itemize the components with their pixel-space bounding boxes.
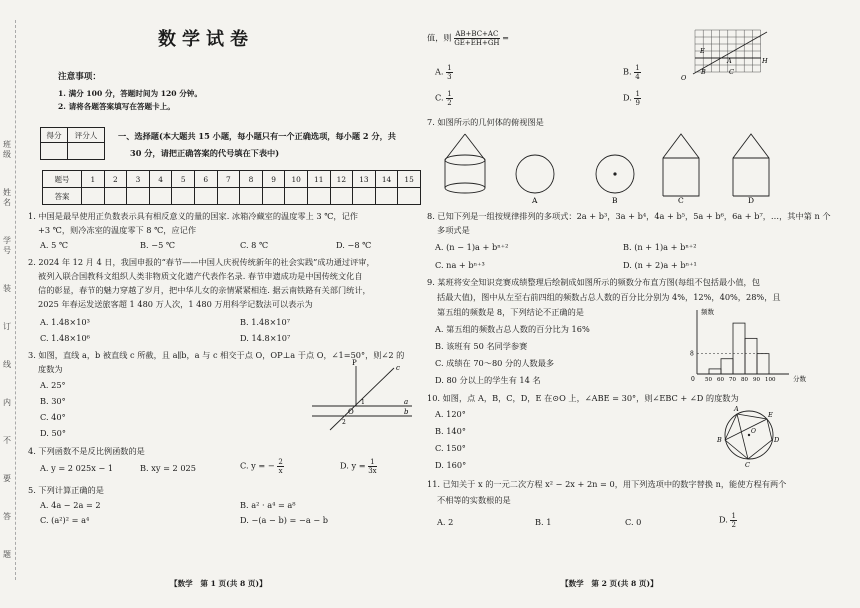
q4-option-d: D. y = $\frac{1}{3x}$ [340,458,377,475]
q6-label-e: E [700,47,705,55]
q6-label-o: O [681,74,687,82]
binding-char: 答 [3,512,11,521]
histogram-x-tick: 70 [729,377,736,383]
answer-number-cell: 4 [149,171,172,188]
score-box [40,127,105,160]
q6-label-h: H [762,57,768,65]
answer-table-number-label: 题号 [43,171,82,188]
q2-option-d: D. 14.8×10⁷ [240,333,291,343]
answer-number-cell: 7 [217,171,240,188]
q3-label-a: a [404,398,409,406]
note-2: 2. 请将各题答案填写在答题卡上。 [58,102,175,111]
q3-label-o: O [348,408,354,416]
q1-option-b: B. −5 ℃ [140,240,176,250]
answer-number-cell: 8 [240,171,263,188]
q10-label-a: A [734,405,739,413]
q7-label-d: D [748,196,755,205]
fold-line [15,20,17,580]
answer-input-cell[interactable] [127,188,150,205]
page-1 [22,0,422,608]
q9-line-2: 括最大值)，图中从左至右前四组的频数占总人数的百分比分别为 4%，12%，40%，28%，且 [437,292,781,302]
histogram-y-label: 频数 [701,308,714,316]
q10-line-1: 10. 如图，点 A，B，C，D，E 在⊙O 上，∠ABE = 30°，则∠EBC + ∠D 的度数为 [427,393,739,403]
q3-option-a: A. 25° [40,380,66,390]
q10-label-o: O [751,428,756,435]
answer-input-cell[interactable] [104,188,127,205]
answer-input-cell[interactable] [285,188,308,205]
q1-line-1: 1. 中国是最早使用正负数表示具有相反意义的量的国家. 冰箱冷藏室的温度零上 3 ℃，记作 [28,211,358,221]
q1-option-c: C. 8 ℃ [240,240,269,250]
q6-option-c: C. $\frac{1}{2}$ [435,90,452,107]
q8-line-1: 8. 已知下列是一组按规律排列的多项式：2a + b³，3a + b⁴，4a + b⁵，5a + b⁶，6a + b⁷，…，其中第 n 个 [427,211,831,221]
q7-figures [437,132,757,205]
q6-label-a: A [727,57,732,65]
histogram-y-tick: 8 [690,350,694,358]
q8-option-a: A. (n − 1)a + bⁿ⁺² [435,242,509,252]
q6-expression: 值，则 $\frac{AB+BC+AC}{GE+EH+GH}$ = [427,30,510,47]
q8-option-c: C. na + bⁿ⁺³ [435,260,485,270]
answer-input-cell[interactable] [307,188,330,205]
answer-input-cell[interactable] [262,188,285,205]
q7-line-1: 7. 如图所示的几何体的俯视图是 [427,117,544,127]
histogram-x-tick: 90 [753,377,760,383]
q8-option-b: B. (n + 1)a + bⁿ⁺² [623,242,697,252]
q3-option-b: B. 30° [40,396,66,406]
histogram-bar [709,369,721,374]
answer-number-cell: 1 [82,171,105,188]
q4-option-b: B. xy = 2 025 [140,463,196,473]
binding-char: 要 [3,474,11,483]
answer-number-cell: 13 [353,171,376,188]
binding-char: 学号 [3,236,11,255]
score-cell[interactable] [41,143,68,160]
note-1: 1. 满分 100 分，答题时间为 120 分钟。 [58,89,202,98]
q3-label-b: b [404,408,409,416]
exam-title: 数学试卷 [158,29,254,50]
q10-option-c: C. 150° [435,443,466,453]
histogram-x-tick: 100 [765,377,776,383]
binding-char: 装 [3,284,11,293]
q6-option-d: D. $\frac{1}{9}$ [623,90,640,107]
q3-label-c: c [396,364,400,372]
q9-option-c: C. 成绩在 70～80 分的人数最多 [435,358,555,368]
q3-line-1: 3. 如图，直线 a，b 被直线 c 所截，且 a∥b，a 与 c 相交于点 O，OP⊥a 于点 O，∠1=50°，则∠2 的 [28,350,405,360]
q2-line-2: 被列入联合国教科文组织人类非物质文化遗产代表作名录. 春节申遗成功是中国传统文化自 [38,271,363,281]
q2-line-4: 2025 年春运发送旅客超 1 480 万人次，1 480 万用科学记数法可以表示为 [38,299,313,309]
q6-grid-figure [683,28,773,80]
answer-input-cell[interactable] [194,188,217,205]
q6-grid-lines [695,30,761,72]
q9-option-b: B. 该班有 50 名同学参赛 [435,341,528,351]
q7-label-b: B [612,196,618,205]
answer-number-cell: 10 [285,171,308,188]
q10-label-b: B [717,436,722,444]
answer-number-cell: 11 [307,171,330,188]
answer-input-cell[interactable] [398,188,421,205]
answer-input-cell[interactable] [82,188,105,205]
answer-input-cell[interactable] [217,188,240,205]
histogram-bar [757,354,769,374]
q4-option-a: A. y = 2 025x − 1 [40,463,114,473]
q5-option-b: B. a² · a⁴ = a⁸ [240,500,296,510]
q10-label-e: E [768,411,773,419]
histogram-x-tick: 60 [717,377,724,383]
answer-number-cell: 3 [127,171,150,188]
histogram-bar [745,338,757,374]
answer-input-cell[interactable] [172,188,195,205]
q3-option-c: C. 40° [40,412,66,422]
q11-option-a: A. 2 [437,517,454,527]
q11-option-c: C. 0 [625,517,642,527]
answer-input-cell[interactable] [330,188,353,205]
q7-label-a: A [532,196,538,205]
q3-label-p: P [352,359,357,367]
q10-label-c: C [745,461,750,469]
q11-line-1: 11. 已知关于 x 的一元二次方程 x² − 2x + 2n = 0，用下列选项中的数字替换 n，能使方程有两个 [427,479,787,489]
answer-number-cell: 2 [104,171,127,188]
answer-input-cell[interactable] [149,188,172,205]
q5-option-c: C. (a²)² = a⁴ [40,515,90,525]
q11-line-2: 不相等的实数根的是 [437,495,511,505]
page-1-footer: 【数学 第 1 页(共 8 页)】 [170,579,267,588]
q10-label-d: D [774,436,780,444]
binding-char: 姓名 [3,188,11,207]
q6-option-a: A. $\frac{1}{3}$ [435,64,452,81]
q3-label-1: 1 [361,399,365,406]
q2-option-c: C. 1.48×10⁶ [40,333,90,343]
q10-option-b: B. 140° [435,426,466,436]
q5-option-a: A. 4a − 2a = 2 [40,500,101,510]
section-1-heading: 一、选择题(本大题共 15 小题，每小题只有一个正确选项，每小题 2 分，共 [118,131,396,141]
histogram-origin: 0 [691,376,695,383]
answer-number-cell: 9 [262,171,285,188]
answer-number-cell: 5 [172,171,195,188]
grader-label: 评分人 [68,128,105,143]
q1-option-a: A. 5 ℃ [40,240,69,250]
q3-option-d: D. 50° [40,428,66,438]
q6-label-c: C [729,68,734,76]
q6-option-b: B. $\frac{1}{4}$ [623,64,640,81]
grader-cell[interactable] [68,143,105,160]
binding-char: 不 [3,436,11,445]
q1-line-2: +3 ℃，则冷冻室的温度零下 8 ℃，应记作 [38,225,197,235]
q11-option-b: B. 1 [535,517,552,527]
q4-option-c: C. y = − $\frac{2}{x}$ [240,458,283,475]
q2-line-1: 2. 2024 年 12 月 4 日，我国申报的“春节——中国人庆祝传统新年的社会实践”成功通过评审， [28,257,375,267]
binding-char: 班级 [3,140,11,159]
q10-circle-figure [717,402,787,468]
q2-option-b: B. 1.48×10⁷ [240,317,291,327]
q4-line-1: 4. 下列函数不是反比例函数的是 [28,446,145,456]
answer-input-cell[interactable] [353,188,376,205]
binding-char: 订 [3,322,11,331]
q9-option-d: D. 80 分以上的学生有 14 名 [435,375,541,385]
answer-input-cell[interactable] [240,188,263,205]
q5-option-d: D. −(a − b) = −a − b [240,515,329,525]
answer-number-cell: 14 [375,171,398,188]
notes-title: 注意事项： [58,72,101,82]
q8-line-2: 多项式是 [437,225,470,235]
q2-option-a: A. 1.48×10³ [40,317,90,327]
section-1-heading-2: 30 分，请把正确答案的代号填在下表中) [130,148,280,158]
binding-char: 题 [3,550,11,559]
histogram-x-tick: 80 [741,377,748,383]
answer-table-answer-label: 答案 [43,188,82,205]
q10-option-a: A. 120° [435,409,466,419]
answer-table [42,170,421,205]
page-2 [425,0,845,608]
q9-line-3: 第五组的频数是 8，下列结论不正确的是 [437,307,584,317]
histogram-x-label: 分数 [793,375,806,383]
q9-line-1: 9. 某班将安全知识竞赛成绩整理后绘制成如图所示的频数分布直方图(每组不包括最小值，包 [427,277,760,287]
q9-option-a: A. 第五组的频数占总人数的百分比为 16% [435,324,590,334]
score-label: 得分 [41,128,68,143]
q2-line-3: 信的彰显，春节的魅力穿越了岁月，把中华儿女的亲情紧紧相连. 据云南铁路有关部门统计， [38,285,371,295]
q6-label-b: B [701,68,706,76]
q5-line-1: 5. 下列计算正确的是 [28,485,104,495]
q10-option-d: D. 160° [435,460,467,470]
histogram-bar [721,359,733,374]
q3-label-2: 2 [342,419,346,426]
q9-histogram [677,310,807,386]
q1-option-d: D. −8 ℃ [336,240,372,250]
page-2-footer: 【数学 第 2 页(共 8 页)】 [561,579,658,588]
binding-char: 内 [3,398,11,407]
histogram-bar [733,323,745,374]
binding-margin [0,140,14,588]
q8-option-d: D. (n + 2)a + bⁿ⁺¹ [623,260,697,270]
q3-line-2: 度数为 [38,364,63,374]
answer-number-cell: 12 [330,171,353,188]
answer-input-cell[interactable] [375,188,398,205]
q11-option-d: D. $\frac{1}{2}$ [719,512,736,529]
q7-label-c: C [678,196,684,205]
answer-number-cell: 6 [194,171,217,188]
binding-char: 线 [3,360,11,369]
histogram-x-tick: 50 [705,377,712,383]
q3-parallel-lines-figure [312,360,412,430]
answer-number-cell: 15 [398,171,421,188]
